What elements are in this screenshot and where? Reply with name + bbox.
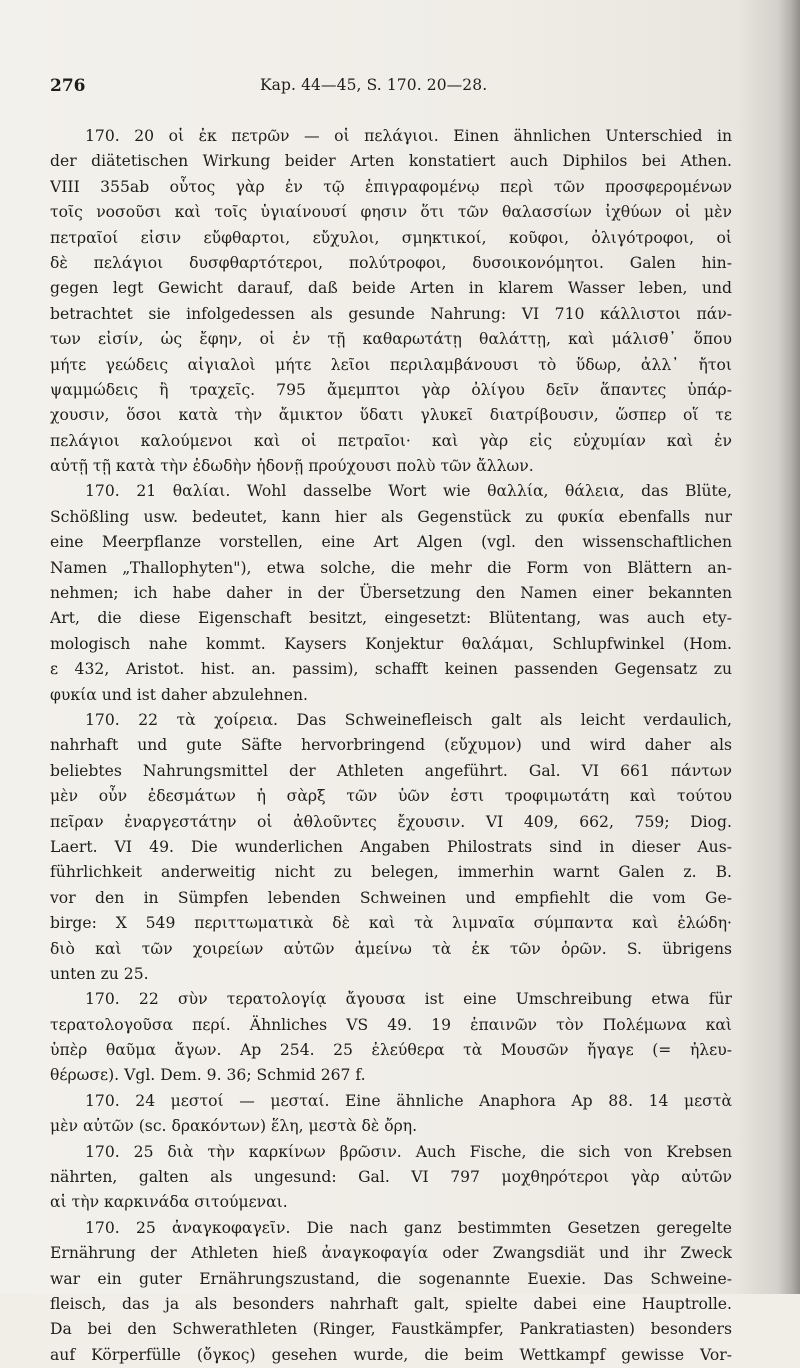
text-line: ε 432, Aristot. hist. an. passim), schafft keinen passenden Gegensatz zu: [50, 660, 732, 679]
page-edge-shadow: [778, 0, 800, 1294]
text-line: ψαμμώδεις ἢ τραχεῖς. 795 ἄμεμπτοι γὰρ ὀλίγου δεῖν ἅπαντες ὑπάρ-: [50, 380, 732, 399]
text-line: διὸ καὶ τῶν χοιρείων αὐτῶν ἀμείνω τὰ ἐκ τῶν ὀρῶν. S. übrigens: [50, 939, 732, 958]
text-line: nahrhaft und gute Säfte hervorbringend (εὔχυμον) und wird daher als: [50, 736, 732, 755]
text-line: 170. 22 τὰ χοίρεια. Das Schweinefleisch galt als leicht verdaulich,: [85, 710, 732, 729]
text-line: birge: X 549 περιττωματικὰ δὲ καὶ τὰ λιμναῖα σύμπαντα καὶ ἑλώδη·: [50, 914, 732, 933]
text-line: μὲν οὖν ἐδεσμάτων ἡ σὰρξ τῶν ὑῶν ἐστι τροφιμωτάτη καὶ τούτου: [50, 787, 732, 806]
text-line: 170. 20 οἱ ἐκ πετρῶν — οἱ πελάγιοι. Einen ähnlichen Unterschied in: [85, 127, 732, 145]
text-line: μὲν αὐτῶν (sc. δρακόντων) ἕλη, μεστὰ δὲ ὄρη.: [50, 1117, 418, 1136]
text-line: 170. 24 μεστοί — μεσταί. Eine ähnliche Anaphora Ap 88. 14 μεστὰ: [85, 1091, 732, 1110]
text-line: vor den in Sümpfen lebenden Schweinen und empfiehlt die vom Ge-: [50, 888, 732, 907]
text-line: VIII 355ab οὗτος γὰρ ἐν τῷ ἐπιγραφομένῳ περὶ τῶν προσφερομένων: [50, 177, 732, 196]
text-line: unten zu 25.: [50, 964, 149, 983]
text-line: 170. 25 ἀναγκοφαγεῖν. Die nach ganz bestimmten Gesetzen geregelte: [85, 1218, 732, 1237]
text-line: πετραῖοί εἰσιν εὔφθαρτοι, εὔχυλοι, σμηκτικοί, κοῦφοι, ὀλιγότροφοι, οἱ: [50, 228, 732, 247]
text-line: Schößling usw. bedeutet, kann hier als Gegenstück zu φυκία ebenfalls nur: [50, 507, 732, 526]
text-line: πεῖραν ἐναργεστάτην οἱ ἀθλοῦντες ἔχουσιν. VI 409, 662, 759; Diog.: [50, 812, 732, 831]
text-line: πελάγιοι καλούμενοι καὶ οἱ πετραῖοι· καὶ γὰρ εἰς εὐχυμίαν καὶ ἐν: [50, 431, 732, 450]
text-line: αὐτῇ τῇ κατὰ τὴν ἐδωδὴν ἡδονῇ προύχουσι πολὺ τῶν ἄλλων.: [50, 457, 534, 476]
text-line: auf Körperfülle (ὄγκος) gesehen wurde, die beim Wettkampf gewisse Vor-: [50, 1345, 732, 1364]
text-line: 170. 22 σὺν τερατολογίᾳ ἄγουσα ist eine Umschreibung etwa für: [85, 990, 732, 1009]
text-line: Da bei den Schwerathleten (Ringer, Faustkämpfer, Pankratiasten) besonders: [50, 1320, 732, 1339]
text-line: θέρωσε). Vgl. Dem. 9. 36; Schmid 267 f.: [50, 1066, 366, 1085]
text-line: Namen „Thallophyten"), etwa solche, die mehr die Form von Blättern an-: [50, 558, 732, 577]
text-line: τερατολογοῦσα περί. Ähnliches VS 49. 19 ἐπαινῶν τὸν Πολέμωνα καὶ: [50, 1015, 732, 1034]
text-line: fleisch, das ja als besonders nahrhaft galt, spielte dabei eine Hauptrolle.: [50, 1294, 732, 1313]
text-line: mologisch nahe kommt. Kaysers Konjektur θαλάμαι, Schlupfwinkel (Hom.: [50, 634, 732, 653]
text-line: nehmen; ich habe daher in der Übersetzung den Namen einer bekannten: [50, 584, 732, 603]
text-line: führlichkeit anderweitig nicht zu belegen, immerhin warnt Galen z. B.: [50, 863, 732, 882]
text-line: Art, die diese Eigenschaft besitzt, eingesetzt: Blütentang, was auch ety-: [50, 609, 732, 628]
page-number: 276: [50, 76, 86, 96]
text-line: nährten, galten als ungesund: Gal. VI 797 μοχθηρότεροι γὰρ αὐτῶν: [50, 1168, 732, 1187]
text-line: war ein guter Ernährungszustand, die sogenannte Euexie. Das Schweine-: [50, 1269, 732, 1288]
page-header: [50, 76, 732, 102]
text-line: 170. 25 διὰ τὴν καρκίνων βρῶσιν. Auch Fische, die sich von Krebsen: [85, 1142, 732, 1161]
text-line: Ernährung der Athleten hieß ἀναγκοφαγία oder Zwangsdiät und ihr Zweck: [50, 1244, 732, 1263]
text-line: δὲ πελάγιοι δυσφθαρτότεροι, πολύτροφοι, δυσοικονόμητοι. Galen hin-: [50, 253, 732, 272]
commentary-text: [50, 124, 732, 1368]
text-line: betrachtet sie infolgedessen als gesunde Nahrung: VI 710 κάλλιστοι πάν-: [50, 304, 732, 323]
text-line: eine Meerpflanze vorstellen, eine Art Algen (vgl. den wissenschaftlichen: [50, 533, 732, 552]
text-line: beliebtes Nahrungsmittel der Athleten angeführt. Gal. VI 661 πάντων: [50, 761, 732, 780]
text-line: αἱ τὴν καρκινάδα σιτούμεναι.: [50, 1193, 288, 1212]
text-line: gegen legt Gewicht darauf, daß beide Arten in klarem Wasser leben, und: [50, 279, 732, 298]
text-line: μήτε γεώδεις αἰγιαλοὶ μήτε λεῖοι περιλαμβάνουσι τὸ ὕδωρ, ἀλλ᾽ ἤτοι: [50, 355, 732, 374]
text-line: τοῖς νοσοῦσι καὶ τοῖς ὑγιαίνουσί φησιν ὅτι τῶν θαλασσίων ἰχθύων οἱ μὲν: [50, 203, 732, 222]
text-line: 170. 21 θαλίαι. Wohl dasselbe Wort wie θαλλία, θάλεια, das Blüte,: [85, 482, 732, 501]
text-line: των εἰσίν, ὡς ἔφην, οἱ ἐν τῇ καθαρωτάτῃ θαλάττῃ, καὶ μάλισθ᾽ ὅπου: [50, 330, 732, 349]
text-line: φυκία und ist daher abzulehnen.: [50, 685, 309, 704]
text-line: χουσιν, ὅσοι κατὰ τὴν ἄμικτον ὕδατι γλυκεῖ διατρίβουσιν, ὥσπερ οἵ τε: [50, 406, 732, 425]
text-line: Laert. VI 49. Die wunderlichen Angaben Philostrats sind in dieser Aus-: [50, 837, 732, 856]
text-line: ὑπὲρ θαῦμα ἄγων. Ap 254. 25 ἐλεύθερα τὰ Μουσῶν ἤγαγε (= ἠλευ-: [50, 1041, 732, 1060]
running-head: Kap. 44—45, S. 170. 20—28.: [260, 76, 488, 94]
text-line: der diätetischen Wirkung beider Arten konstatiert auch Diphilos bei Athen.: [50, 152, 732, 171]
